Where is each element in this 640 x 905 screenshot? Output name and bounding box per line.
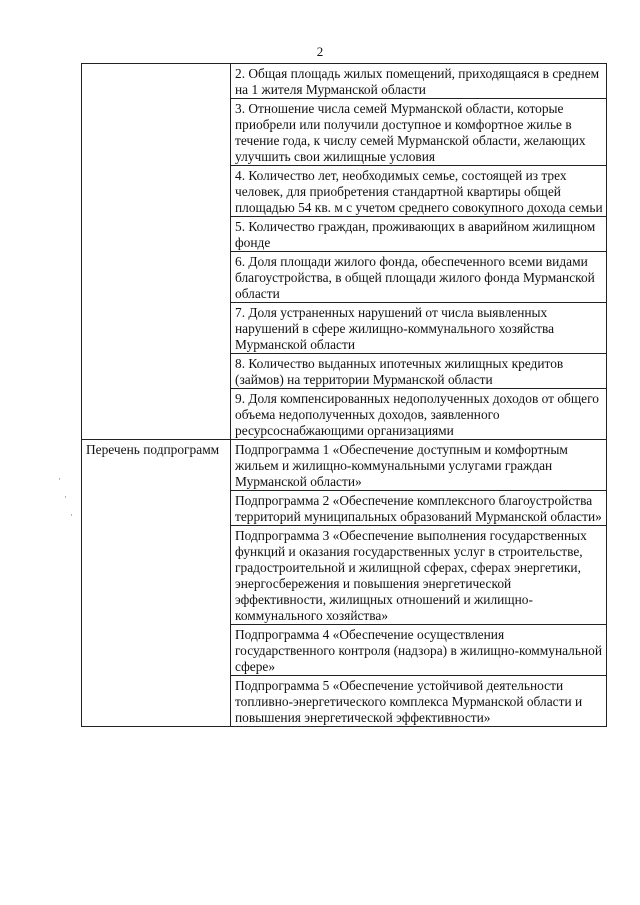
scan-mark: ·	[64, 492, 67, 502]
subprograms-label: Перечень подпрограмм	[82, 440, 231, 727]
table-row	[82, 440, 607, 491]
table-row	[82, 64, 607, 99]
indicator-cell: 7. Доля устраненных нарушений от числа выявленных нарушений в сфере жилищно-коммунального хозяйства Мурманской области	[231, 303, 607, 354]
indicator-cell: 2. Общая площадь жилых помещений, приходящаяся в среднем на 1 жителя Мурманской области	[231, 64, 607, 99]
subprogram-cell: Подпрограмма 1 «Обеспечение доступным и комфортным жильем и жилищно-коммунальными услугами граждан Мурманской области»	[231, 440, 607, 491]
indicators-label-cell	[82, 64, 231, 440]
subprogram-cell: Подпрограмма 2 «Обеспечение комплексного благоустройства территорий муниципальных образований Мурманской области»	[231, 491, 607, 526]
indicator-cell: 5. Количество граждан, проживающих в аварийном жилищном фонде	[231, 217, 607, 252]
scan-mark: ·	[58, 474, 61, 484]
subprogram-cell: Подпрограмма 5 «Обеспечение устойчивой деятельности топливно-энергетического комплекса Мурманской области и повышения энергетической эффективности»	[231, 676, 607, 727]
indicator-cell: 4. Количество лет, необходимых семье, состоящей из трех человек, для приобретения стандартной квартиры общей площадью 54 кв. м с учетом среднего совокупного дохода семьи	[231, 166, 607, 217]
scan-mark: ·	[70, 510, 73, 520]
indicator-cell: 3. Отношение числа семей Мурманской области, которые приобрели или получили доступное и комфортное жилье в течение года, к числу семей Мурманской области, желающих улучшить свои жилищные условия	[231, 99, 607, 166]
page-number: 2	[316, 44, 324, 59]
subprogram-cell: Подпрограмма 4 «Обеспечение осуществления государственного контроля (надзора) в жилищно-коммунальной сфере»	[231, 625, 607, 676]
indicator-cell: 8. Количество выданных ипотечных жилищных кредитов (займов) на территории Мурманской области	[231, 354, 607, 389]
indicator-cell: 9. Доля компенсированных недополученных доходов от общего объема недополученных доходов, заявленного ресурсоснабжающими организациями	[231, 389, 607, 440]
passport-table	[81, 63, 607, 727]
subprogram-cell: Подпрограмма 3 «Обеспечение выполнения государственных функций и оказания государственных услуг в строительстве, градостроительной и жилищной сферах, сферах энергетики, энергосбережения и повышения энергетической эффективности, жилищных отношений и жилищно-коммунального хозяйства»	[231, 526, 607, 625]
indicator-cell: 6. Доля площади жилого фонда, обеспеченного всеми видами благоустройства, в общей площади жилого фонда Мурманской области	[231, 252, 607, 303]
